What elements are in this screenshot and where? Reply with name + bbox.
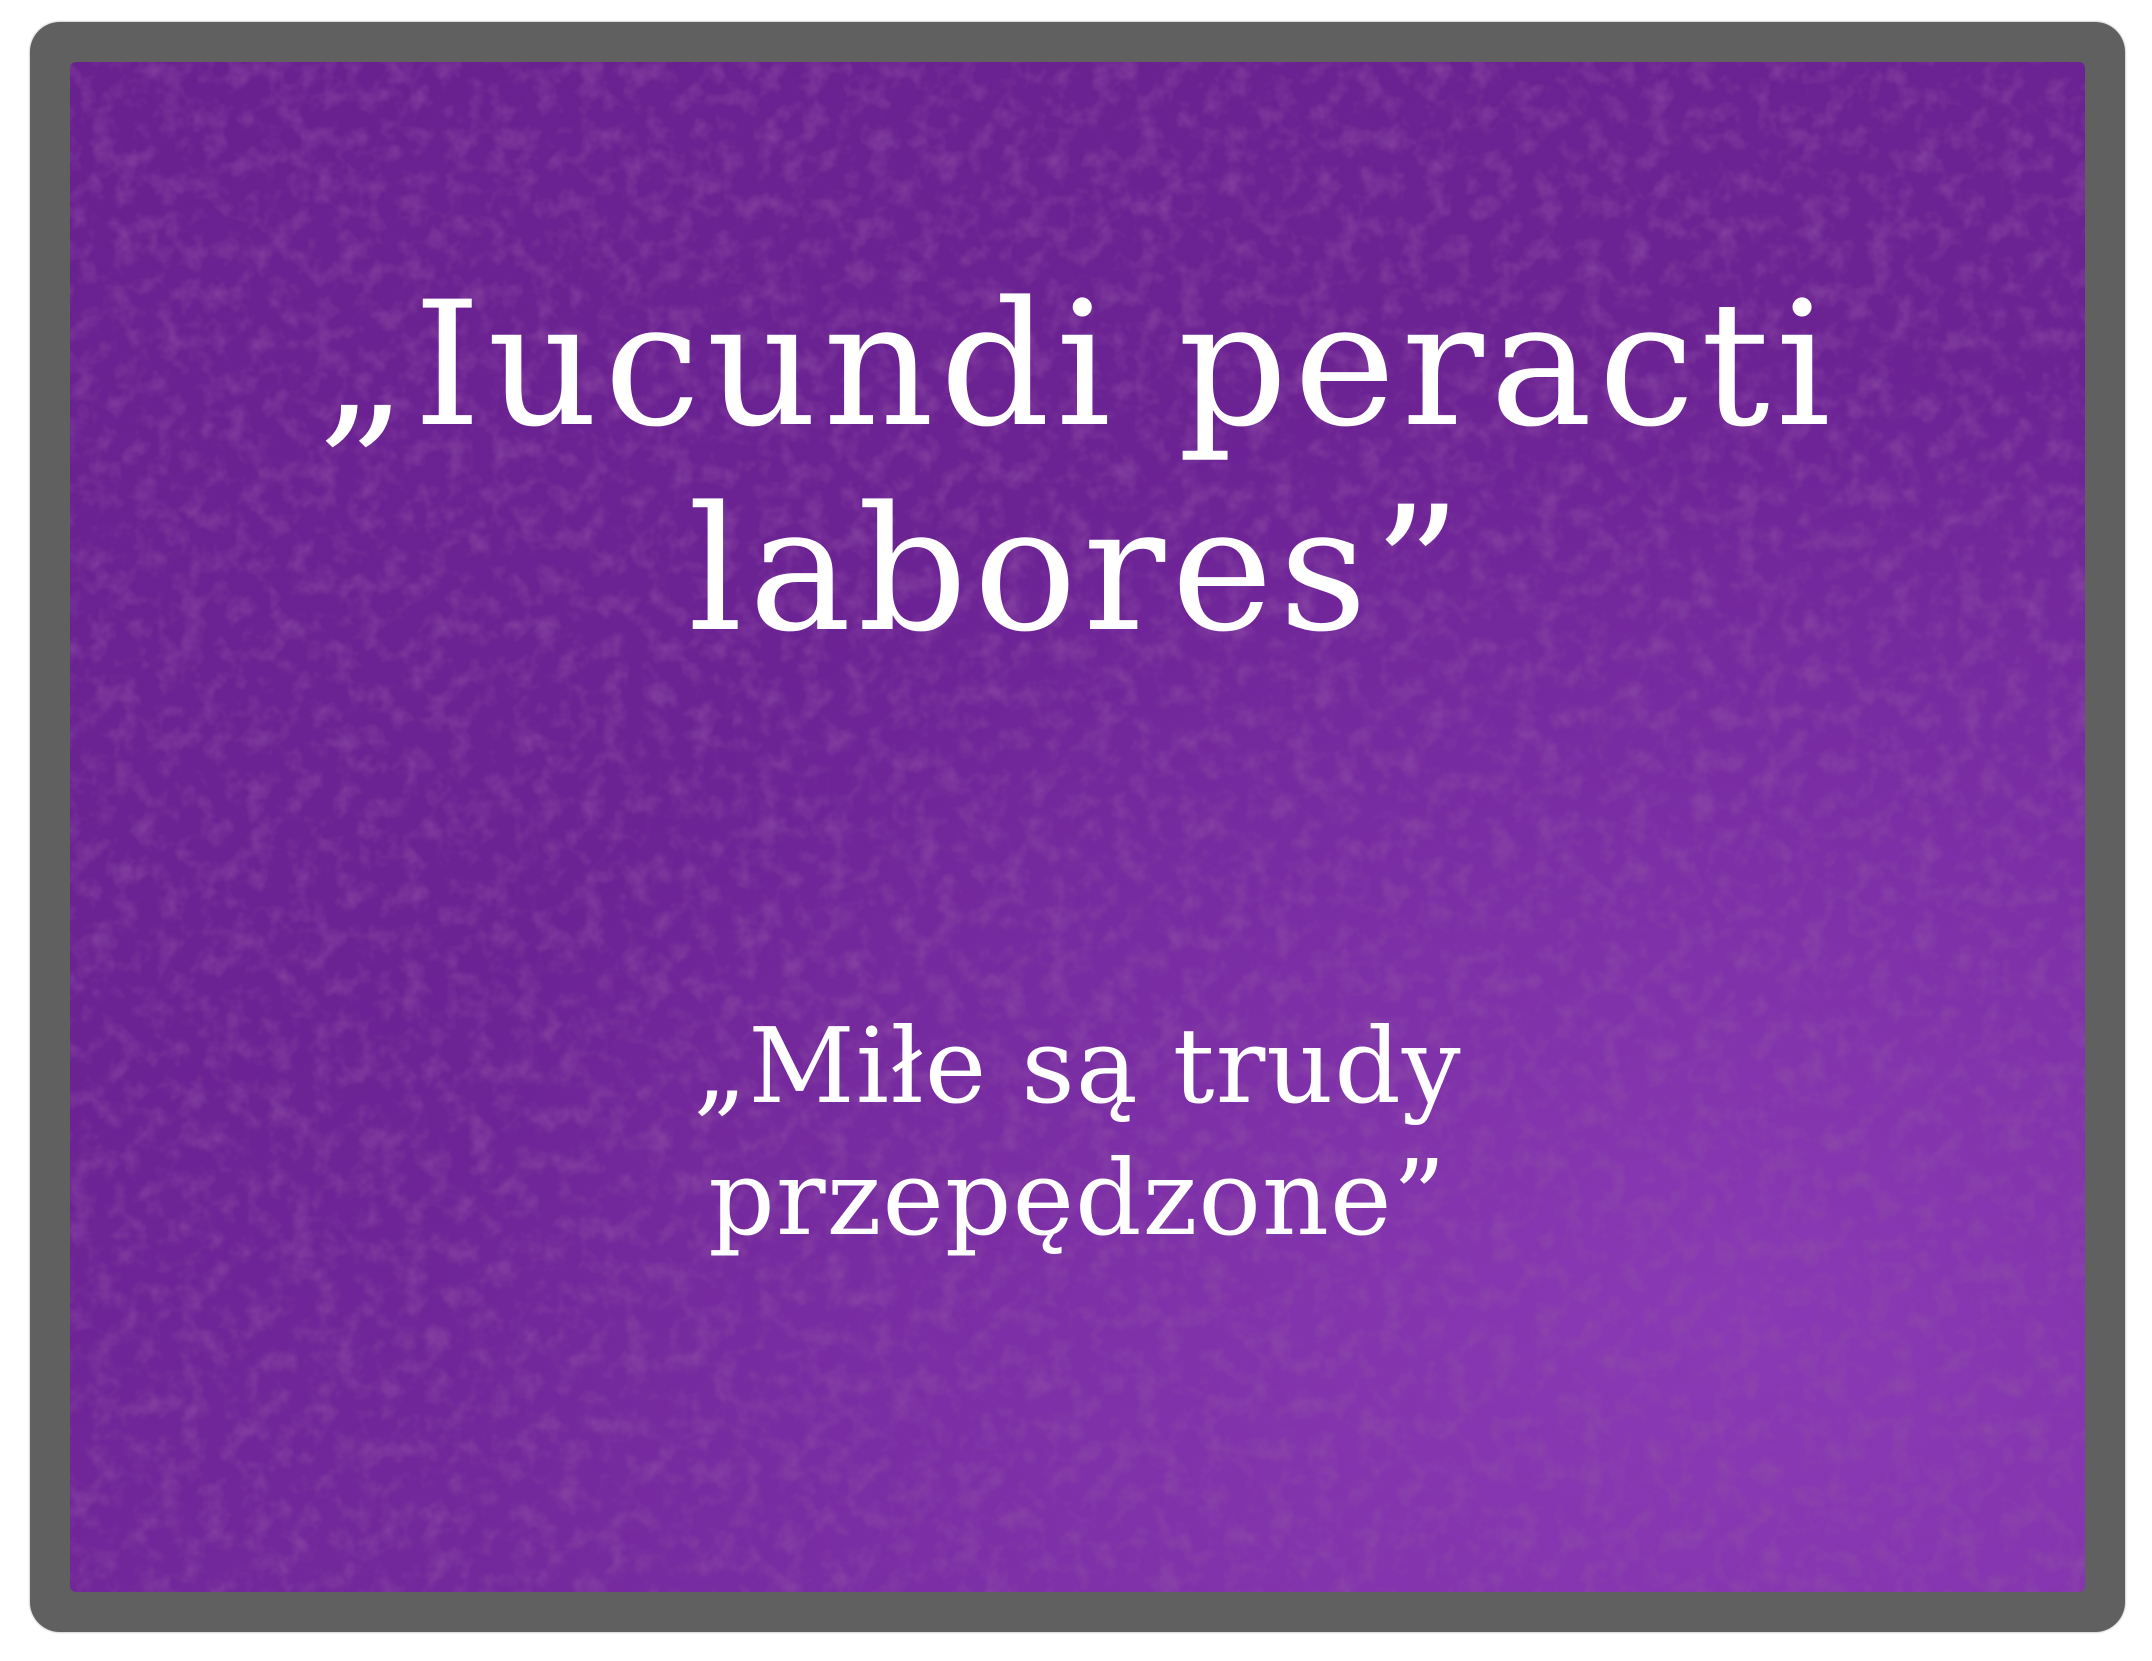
latin-quote-line-2: labores”: [687, 469, 1468, 670]
latin-quote-line-1: „Iucundi peracti: [318, 264, 1837, 465]
polish-translation: [70, 1000, 2085, 1264]
translation-line-2: przepędzone”: [708, 1137, 1447, 1259]
card-frame: [30, 22, 2125, 1632]
translation-line-1: „Miłe są trudy: [693, 1005, 1462, 1127]
purple-panel: [70, 62, 2085, 1592]
latin-quote: [70, 262, 2085, 672]
